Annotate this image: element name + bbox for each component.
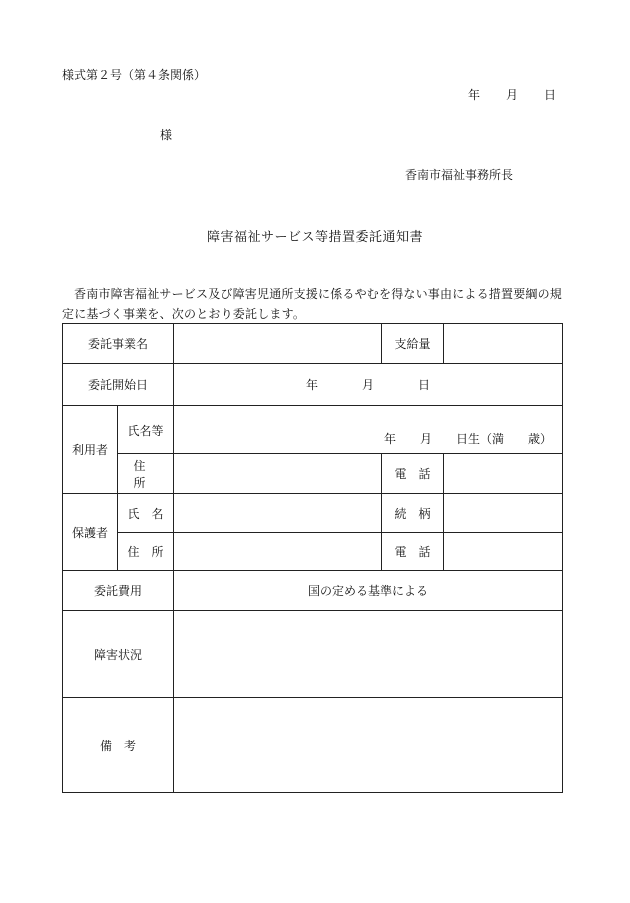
disability-value[interactable] (174, 611, 563, 698)
row-disability (63, 611, 563, 698)
row-guardian-address (63, 533, 563, 571)
user-name-value[interactable] (174, 406, 563, 454)
issue-date (468, 86, 556, 103)
guardian-relation-value[interactable] (444, 494, 563, 533)
start-month-label: 月 (362, 378, 375, 392)
guardian-address-label: 住 所 (118, 533, 174, 571)
business-name-value[interactable] (174, 324, 382, 364)
user-phone-value[interactable] (444, 454, 563, 494)
user-phone-label: 電 話 (382, 454, 444, 494)
cost-label: 委託費用 (63, 571, 174, 611)
row-start-date (63, 364, 563, 406)
guardian-phone-label: 電 話 (382, 533, 444, 571)
start-year-label: 年 (305, 378, 318, 392)
row-user-address (63, 454, 563, 494)
form-number: 様式第２号（第４条関係） (62, 68, 207, 82)
remarks-label: 備 考 (63, 698, 174, 793)
row-guardian-name (63, 494, 563, 533)
body-text: 香南市障害福祉サービス及び障害児通所支援に係るやむを得ない事由による措置要綱の規定に基づく事業を、次のとおり委託します。 (62, 287, 563, 321)
guardian-name-label: 氏 名 (118, 494, 174, 533)
row-user-name (63, 406, 563, 454)
row-business (63, 324, 563, 364)
remarks-value[interactable] (174, 698, 563, 793)
start-date-label: 委託開始日 (63, 364, 174, 406)
user-birth-info: 年 月 日生（満 歳） (384, 432, 553, 446)
date-day-label: 日 (544, 88, 557, 102)
document-title: 障害福祉サービス等措置委託通知書 (206, 230, 423, 245)
disability-label: 障害状況 (63, 611, 174, 698)
date-month-label: 月 (506, 88, 519, 102)
guardian-phone-value[interactable] (444, 533, 563, 571)
supply-amount-value[interactable] (444, 324, 563, 364)
business-name-label: 委託事業名 (63, 324, 174, 364)
user-label: 利用者 (63, 406, 118, 494)
guardian-name-value[interactable] (174, 494, 382, 533)
start-date-value[interactable] (174, 364, 563, 406)
row-remarks (63, 698, 563, 793)
guardian-address-value[interactable] (174, 533, 382, 571)
supply-amount-label: 支給量 (382, 324, 444, 364)
consignment-table (62, 323, 563, 793)
guardian-relation-label: 続 柄 (382, 494, 444, 533)
guardian-label: 保護者 (63, 494, 118, 571)
user-name-label: 氏名等 (118, 406, 174, 454)
user-address-label: 住 所 (118, 454, 174, 494)
sender: 香南市福祉事務所長 (405, 168, 514, 182)
addressee: 様 (160, 128, 173, 142)
user-address-value[interactable] (174, 454, 382, 494)
date-year-label: 年 (468, 88, 481, 102)
cost-value: 国の定める基準による (174, 571, 563, 611)
start-day-label: 日 (418, 378, 431, 392)
row-cost (63, 571, 563, 611)
